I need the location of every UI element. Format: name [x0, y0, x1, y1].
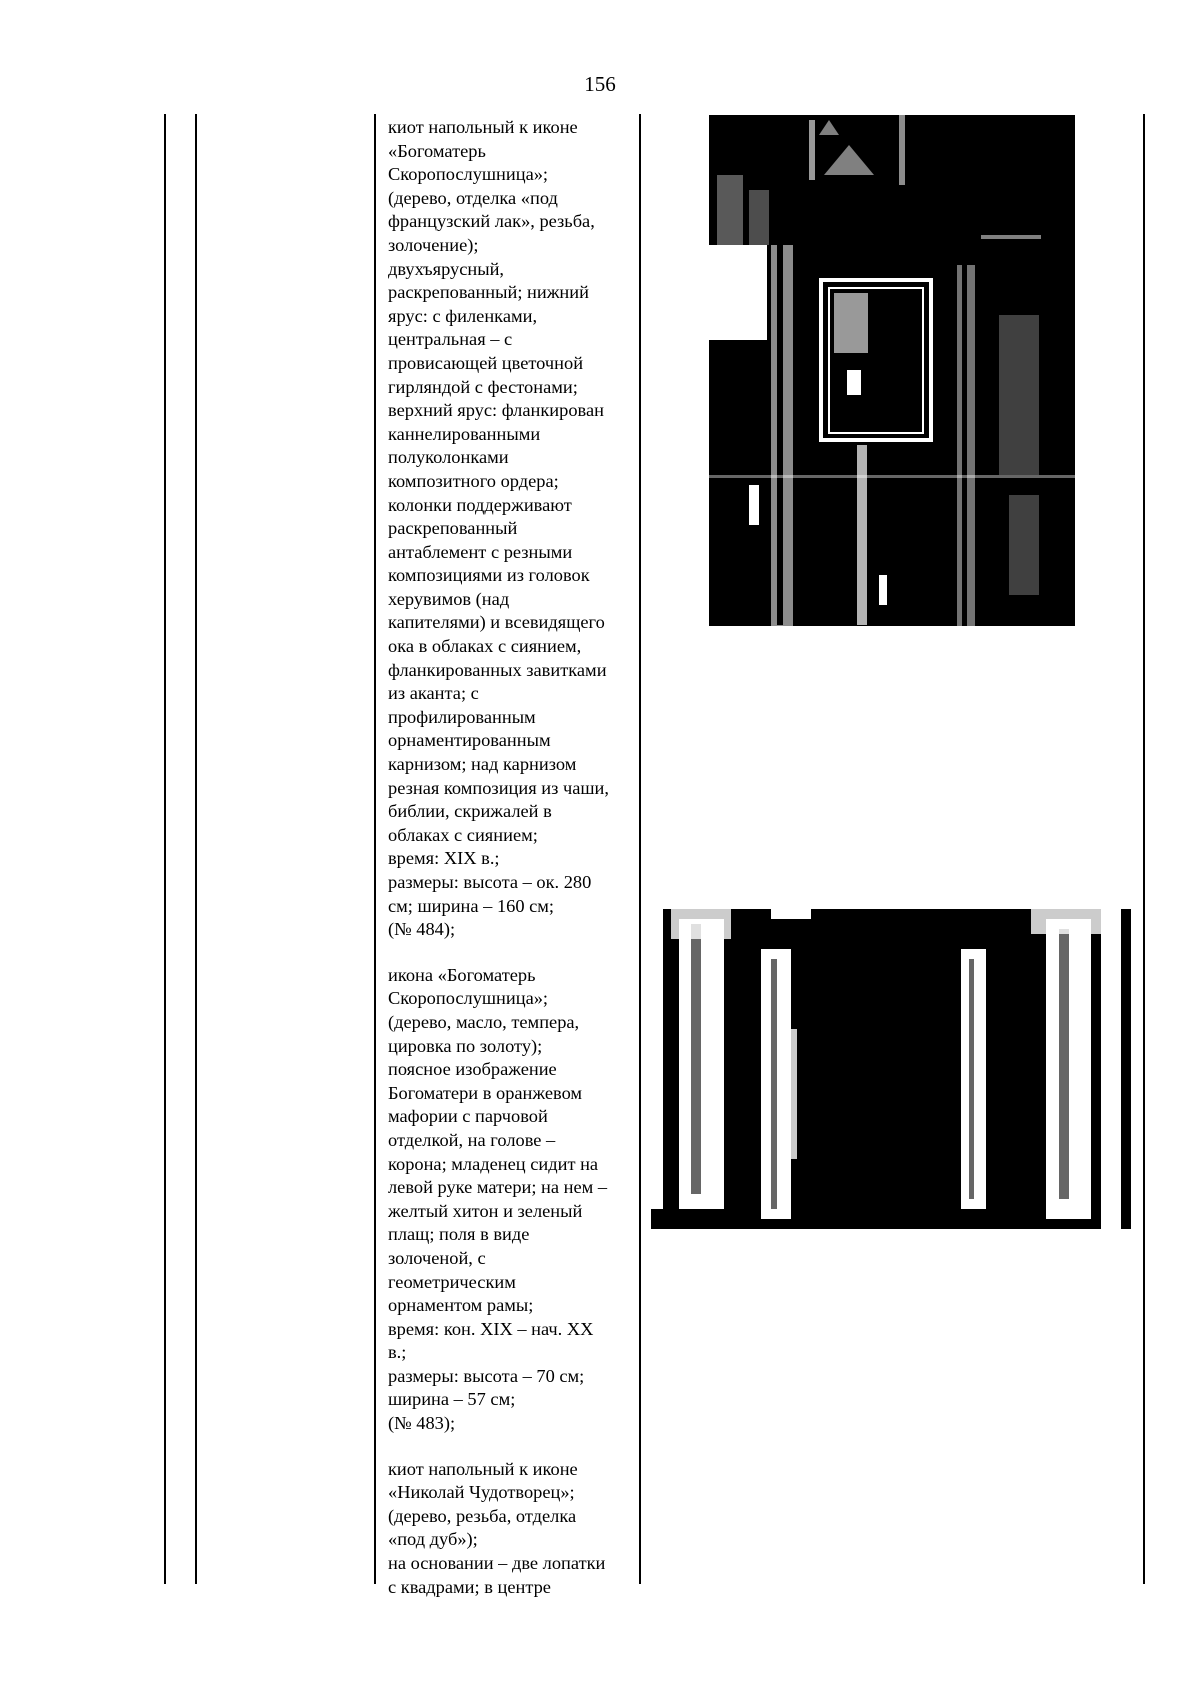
description-column: [388, 116, 628, 1599]
text-line: композициями из головок: [388, 565, 590, 586]
text-line: (№ 483);: [388, 1413, 456, 1434]
photo-kiot: [709, 115, 1075, 626]
text-line: орнаментом рамы;: [388, 1295, 534, 1316]
entry-icon-skoroposlushnitsa: [388, 964, 628, 1436]
text-line: левой руке матери; на нем –: [388, 1177, 608, 1198]
text-line: Скоропослушница»;: [388, 988, 549, 1009]
text-line: геометрическим: [388, 1271, 516, 1292]
text-line: время: XIX в.;: [388, 848, 500, 869]
text-line: золочение);: [388, 234, 479, 255]
text-line: см; ширина – 160 см;: [388, 895, 555, 916]
text-line: фланкированных завитками: [388, 659, 607, 680]
text-line: размеры: высота – ок. 280: [388, 872, 592, 892]
text-line: икона «Богоматерь: [388, 964, 536, 985]
table-border-col1: [195, 114, 197, 1584]
text-line: в.;: [388, 1342, 407, 1363]
text-line: херувимов (над: [388, 588, 510, 609]
table-border-col3: [639, 114, 641, 1584]
photo-columns: [651, 909, 1131, 1229]
text-line: Богоматери в оранжевом: [388, 1082, 583, 1103]
text-line: «Николай Чудотворец»;: [388, 1482, 575, 1503]
text-line: (№ 484);: [388, 919, 456, 940]
text-line: «под дуб»);: [388, 1529, 478, 1550]
table-border-left: [164, 114, 166, 1584]
text-line: композитного ордера;: [388, 470, 559, 491]
text-line: раскрепованный: [388, 518, 518, 539]
text-line: на основании – две лопатки: [388, 1553, 606, 1574]
text-line: раскрепованный; нижний: [388, 282, 589, 303]
text-line: облаках с сиянием;: [388, 824, 538, 845]
text-line: антаблемент с резными: [388, 541, 573, 562]
text-line: гирляндой с фестонами;: [388, 376, 578, 397]
text-line: ширина – 57 см;: [388, 1389, 516, 1410]
text-line: центральная – с: [388, 329, 513, 350]
text-line: ока в облаках с сиянием,: [388, 636, 582, 657]
text-line: «Богоматерь: [388, 140, 486, 161]
text-line: отделкой, на голове –: [388, 1129, 556, 1150]
text-line: французский лак», резьба,: [388, 211, 595, 232]
text-line: верхний ярус: фланкирован: [388, 400, 604, 421]
text-line: капителями) и всевидящего: [388, 612, 605, 633]
text-line: с квадрами; в центре: [388, 1576, 551, 1597]
text-line: каннелированными: [388, 423, 541, 444]
text-line: резная композиция из чаши,: [388, 777, 609, 798]
text-line: (дерево, резьба, отделка: [388, 1505, 577, 1526]
text-line: полуколонками: [388, 447, 509, 468]
text-line: двухъярусный,: [388, 258, 505, 279]
text-line: плащ; поля в виде: [388, 1224, 530, 1245]
text-line: поясное изображение: [388, 1059, 557, 1080]
table-border-right: [1143, 114, 1145, 1584]
text-line: корона; младенец сидит на: [388, 1153, 599, 1174]
text-line: цировка по золоту);: [388, 1035, 543, 1056]
text-line: из аканта; с: [388, 683, 479, 704]
text-line: орнаментированным: [388, 730, 551, 751]
text-line: время: кон. XIX – нач. XX: [388, 1318, 594, 1339]
text-line: ярус: с филенками,: [388, 305, 538, 326]
text-line: (дерево, масло, темпера,: [388, 1011, 580, 1032]
table-border-col2: [374, 114, 376, 1584]
entry-kiot-nikolai: [388, 1458, 628, 1600]
text-line: профилированным: [388, 706, 536, 727]
text-line: карнизом; над карнизом: [388, 754, 577, 775]
text-line: киот напольный к иконе: [388, 117, 578, 137]
text-line: Скоропослушница»;: [388, 164, 549, 185]
text-line: мафории с парчовой: [388, 1106, 548, 1127]
text-line: киот напольный к иконе: [388, 1458, 578, 1479]
text-line: провисающей цветочной: [388, 352, 584, 373]
page-number: 156: [584, 72, 616, 96]
text-line: (дерево, отделка «под: [388, 187, 558, 208]
text-line: размеры: высота – 70 см;: [388, 1365, 585, 1386]
entry-kiot-skoroposlushnitsa: [388, 116, 628, 942]
text-line: колонки поддерживают: [388, 494, 572, 515]
text-line: библии, скрижалей в: [388, 801, 552, 822]
text-line: желтый хитон и зеленый: [388, 1200, 583, 1221]
text-line: золоченой, с: [388, 1247, 486, 1268]
